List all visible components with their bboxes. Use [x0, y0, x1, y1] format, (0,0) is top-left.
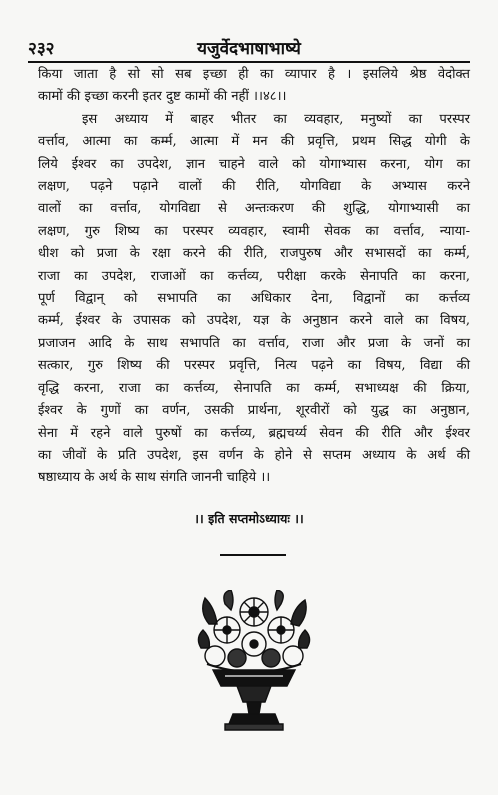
- running-title: यजुर्वेदभाषाभाष्ये: [197, 39, 301, 59]
- chapter-colophon: ।। इति सप्तमोऽध्यायः ।।: [194, 511, 304, 526]
- flower-vase-icon: [195, 590, 313, 732]
- body-text: [38, 64, 470, 490]
- page-number: २३२: [28, 39, 55, 59]
- text-line: ईश्वर के गुणों का वर्णन, उसकी प्रार्थना, शूरवीरों को युद्ध का अनुष्ठान,: [38, 403, 470, 419]
- text-line: वृद्धि करना, राजा का कर्त्तव्य, सेनापति का कर्म्म, सभाध्यक्ष की क्रिया,: [38, 380, 470, 396]
- text-line: राजा का उपदेश, राजाओं का कर्त्तव्य, परीक्षा करके सेनापति का करना,: [38, 268, 470, 284]
- text-line: किया जाता है सो सो सब इच्छा ही का व्यापार है । इसलिये श्रेष्ठ वेदोक्त: [38, 67, 470, 82]
- text-line: इस अध्याय में बाहर भीतर का व्यवहार, मनुष्यों का परस्पर: [82, 111, 470, 127]
- text-line: षष्ठाध्याय के अर्थ के साथ संगति जाननी चाहिये ।।: [38, 470, 271, 486]
- text-line: लक्षण, पढ़ने पढ़ाने वालों की रीति, योगविद्या के अभ्यास करने: [38, 179, 470, 195]
- text-line: धीश को प्रजा के रक्षा करने की रीति, राजपुरुष और सभासदों का कर्म्म,: [38, 246, 470, 262]
- text-line: कामों की इच्छा करनी इतर दुष्ट कामों की नहीं ।।४८।।: [38, 89, 287, 105]
- text-line: सत्कार, गुरु शिष्य की परस्पर प्रवृत्ति, नित्य पढ़ने का विषय, विद्या की: [38, 358, 470, 374]
- text-line: वर्त्ताव, आत्मा का कर्म्म, आत्मा में मन की प्रवृत्ति, प्रथम सिद्ध योगी के: [38, 134, 470, 150]
- text-line: वालों का वर्त्ताव, योगविद्या से अन्तःकरण की शुद्धि, योगाभ्यासी का: [38, 201, 470, 217]
- text-line: का जीवों के प्रति उपदेश, इस वर्णन के होने से सप्तम अध्याय के अर्थ की: [38, 447, 470, 463]
- colophon-rule: [220, 554, 286, 556]
- text-line: पूर्ण विद्वान् को सभापति का अधिकार देना, विद्वानों का कर्त्तव्य: [38, 291, 470, 307]
- text-line: लिये ईश्वर का उपदेश, ज्ञान चाहने वाले को योगाभ्यास करना, योग का: [38, 156, 470, 172]
- text-line: कर्म्म, ईश्वर के उपासक को उपदेश, यज्ञ के अनुष्ठान करने वाले का विषय,: [38, 313, 470, 329]
- header-rule: [28, 61, 470, 63]
- text-line: सेना में रहने वाले पुरुषों का कर्त्तव्य, ब्रह्मचर्य्य सेवन की रीति और ईश्वर: [38, 425, 470, 441]
- text-line: लक्षण, गुरु शिष्य का परस्पर व्यवहार, स्वामी सेवक का वर्त्ताव, न्याया-: [38, 223, 470, 239]
- text-line: प्रजाजन आदि के साथ सभापति का वर्त्ताव, राजा और प्रजा के जनों का: [38, 335, 470, 351]
